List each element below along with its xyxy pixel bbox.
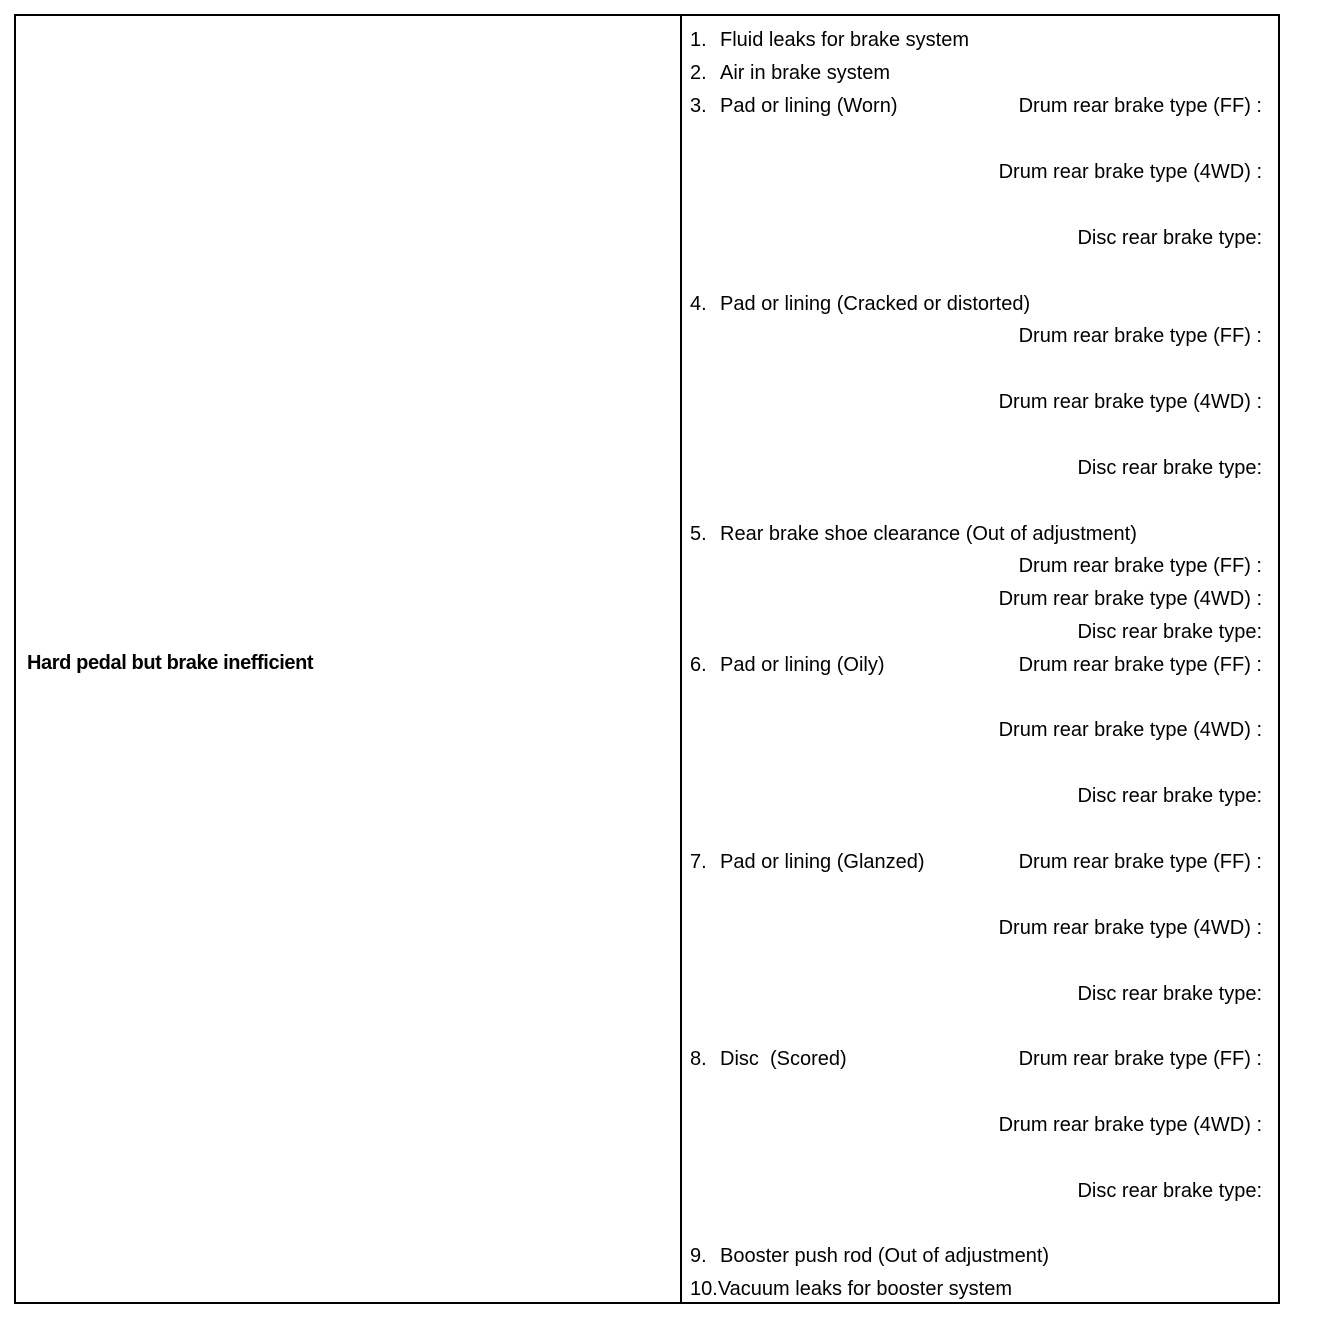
cause-number: 4.: [690, 293, 707, 315]
brake-type-drum-ff: Drum rear brake type (FF) :: [1018, 1048, 1262, 1070]
cause-number: 7.: [690, 851, 707, 873]
cause-text: Fluid leaks for brake system: [720, 29, 969, 51]
brake-type-disc: Disc rear brake type:: [1077, 1180, 1262, 1202]
symptom-cell: Hard pedal but brake inefficient: [27, 652, 314, 674]
column-divider: [680, 16, 682, 1302]
brake-type-disc: Disc rear brake type:: [1077, 227, 1262, 249]
cause-number: 10.: [690, 1278, 718, 1300]
troubleshooting-table: [14, 14, 1280, 1304]
cause-text: Vacuum leaks for booster system: [717, 1278, 1013, 1300]
cause-text: Pad or lining (Glanzed): [720, 851, 925, 873]
brake-type-drum-4wd: Drum rear brake type (4WD) :: [998, 719, 1262, 741]
brake-type-disc: Disc rear brake type:: [1077, 785, 1262, 807]
cause-item-4: [690, 292, 1030, 316]
cause-item-7: [690, 850, 925, 874]
cause-number: 6.: [690, 654, 707, 676]
cause-number: 5.: [690, 523, 707, 545]
cause-item-5: [690, 522, 1137, 546]
brake-type-drum-ff: Drum rear brake type (FF) :: [1018, 851, 1262, 873]
brake-type-disc: Disc rear brake type:: [1077, 983, 1262, 1005]
brake-type-drum-4wd: Drum rear brake type (4WD) :: [998, 1114, 1262, 1136]
brake-type-drum-ff: Drum rear brake type (FF) :: [1018, 325, 1262, 347]
cause-item-10: [690, 1277, 1012, 1301]
cause-item-2: [690, 61, 890, 85]
brake-type-disc: Disc rear brake type:: [1077, 457, 1262, 479]
brake-type-drum-4wd: Drum rear brake type (4WD) :: [998, 917, 1262, 939]
brake-type-drum-ff: Drum rear brake type (FF) :: [1018, 555, 1262, 577]
brake-type-disc: Disc rear brake type:: [1077, 621, 1262, 643]
cause-text: Pad or lining (Cracked or distorted): [720, 293, 1031, 315]
brake-type-drum-4wd: Drum rear brake type (4WD) :: [998, 588, 1262, 610]
brake-type-drum-ff: Drum rear brake type (FF) :: [1018, 654, 1262, 676]
cause-item-1: [690, 28, 969, 52]
brake-type-drum-4wd: Drum rear brake type (4WD) :: [998, 391, 1262, 413]
cause-text: Pad or lining (Worn): [720, 95, 898, 117]
cause-item-8: [690, 1047, 847, 1071]
cause-item-3: [690, 94, 897, 118]
cause-number: 9.: [690, 1245, 707, 1267]
cause-number: 1.: [690, 29, 707, 51]
cause-number: 8.: [690, 1048, 707, 1070]
cause-item-9: [690, 1244, 1049, 1268]
cause-number: 2.: [690, 62, 707, 84]
cause-text: Pad or lining (Oily): [720, 654, 885, 676]
cause-number: 3.: [690, 95, 707, 117]
cause-text: Disc (Scored): [720, 1048, 847, 1070]
brake-type-drum-ff: Drum rear brake type (FF) :: [1018, 95, 1262, 117]
cause-text: Air in brake system: [720, 62, 891, 84]
cause-item-6: [690, 653, 885, 677]
cause-text: Rear brake shoe clearance (Out of adjustment): [720, 523, 1137, 545]
cause-text: Booster push rod (Out of adjustment): [720, 1245, 1050, 1267]
brake-type-drum-4wd: Drum rear brake type (4WD) :: [998, 161, 1262, 183]
